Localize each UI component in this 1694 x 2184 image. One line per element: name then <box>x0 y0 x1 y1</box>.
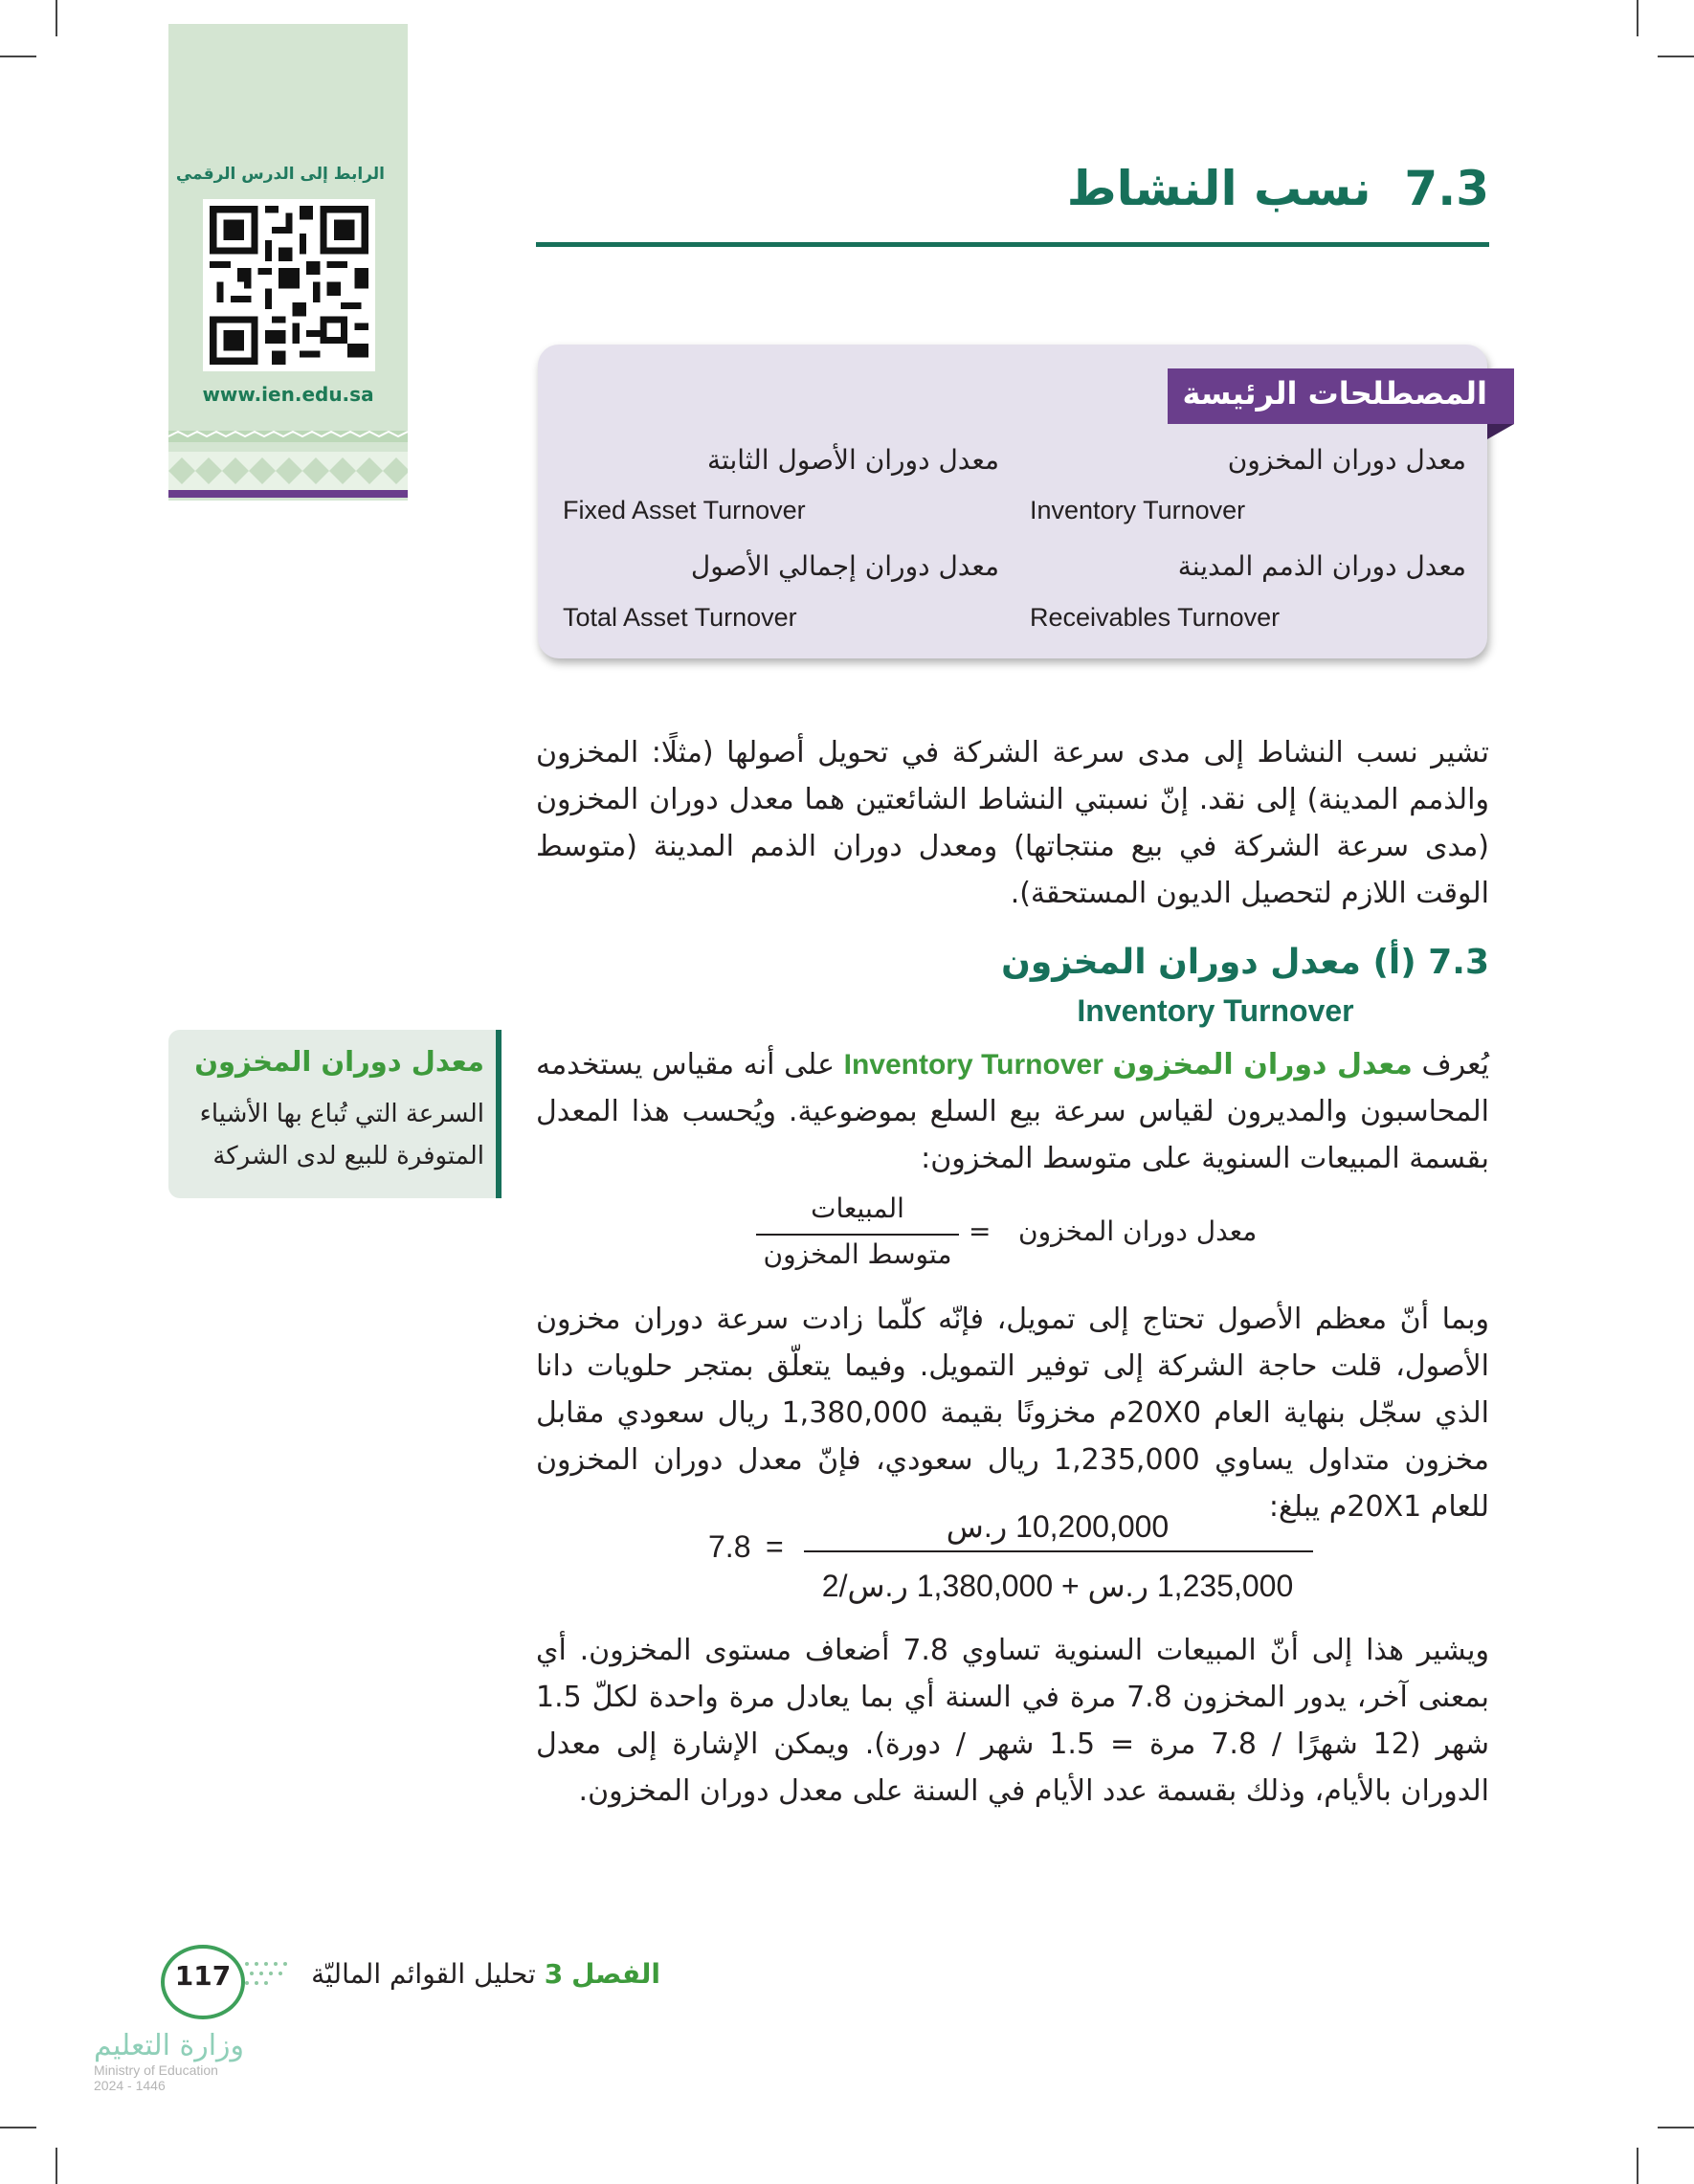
definition-paragraph <box>536 1041 1489 1182</box>
page-number: 117 <box>174 1960 232 1992</box>
ministry-year: 2024 - 1446 <box>94 2078 166 2093</box>
crop-mark <box>1637 2148 1638 2184</box>
term-ar: معدل دوران الأصول الثابتة <box>707 444 999 476</box>
tag-fold <box>1487 424 1514 439</box>
formula-numerator: المبيعات <box>811 1192 904 1224</box>
page-title <box>1067 161 1489 216</box>
calculation-result: 7.8 <box>708 1529 751 1564</box>
fraction-line <box>804 1550 1313 1552</box>
crop-mark <box>1658 2127 1694 2128</box>
crop-mark <box>1658 56 1694 57</box>
formula-denominator: متوسط المخزون <box>763 1238 952 1270</box>
definition-rest: على أنه مقياس يستخدمه المحاسبون والمديرون لقياس سرعة بيع السلع بموضوعية. ويُحسب هذا المعدل بقسمة المبيعات السنوية على متوسط المخزون: <box>536 1048 1489 1175</box>
subsection-subtitle: Inventory Turnover <box>1077 993 1354 1028</box>
calculation-numerator: 10,200,000 ر.س <box>946 1509 1170 1544</box>
chapter-label: الفصل <box>571 1958 660 1990</box>
website-link[interactable]: www.ien.edu.sa <box>202 383 374 406</box>
ministry-name-en: Ministry of Education <box>94 2062 218 2078</box>
footer-chapter <box>287 1958 660 1990</box>
fraction-line <box>756 1234 959 1236</box>
crop-mark <box>56 0 57 36</box>
qr-caption: الرابط إلى الدرس الرقمي <box>175 165 385 184</box>
calculation-denominator: 1,235,000 ر.س + 1,380,000 ر.س/2 <box>821 1569 1294 1603</box>
margin-definition-body: السرعة التي تُباع بها الأشياء المتوفرة للبيع لدى الشركة <box>199 1100 484 1170</box>
chapter-number: 3 <box>544 1958 564 1990</box>
term-en: Total Asset Turnover <box>563 603 797 632</box>
calculation-equals: = <box>766 1529 784 1564</box>
term-ar: معدل دوران إجمالي الأصول <box>690 550 999 582</box>
section-number: 7.3 <box>1404 161 1489 216</box>
section-title: نسب النشاط <box>1066 161 1371 216</box>
formula-lhs: معدل دوران المخزون <box>1018 1215 1258 1247</box>
dots-decoration <box>241 1956 308 1995</box>
subsection-heading <box>1001 943 1489 982</box>
crop-mark <box>0 2127 36 2128</box>
crop-mark <box>0 56 36 57</box>
qr-code-icon[interactable] <box>203 199 375 371</box>
crop-mark <box>1637 0 1638 36</box>
margin-definition-bar <box>496 1030 502 1198</box>
intro-paragraph: تشير نسب النشاط إلى مدى سرعة الشركة في تحويل أصولها (مثلًا: المخزون والذمم المدينة) إلى نقد. إنّ نسبتي النشاط الشائعتين هما معدل دوران المخزون (مدى سرعة الشركة في بيع منتجاتها) ومعدل دوران الذمم المدينة (متوسط الوقت اللازم لتحصيل الديون المستحقة). <box>536 736 1489 910</box>
crop-mark <box>56 2148 57 2184</box>
definition-term-ar: معدل دوران المخزون <box>1112 1048 1413 1081</box>
term-en: Inventory Turnover <box>1030 496 1246 524</box>
subsection-title: معدل دوران المخزون <box>1001 943 1361 982</box>
conclusion-paragraph: ويشير هذا إلى أنّ المبيعات السنوية تساوي 7.8 أضعاف مستوى المخزون. أي بمعنى آخر، يدور المخزون 7.8 مرة في السنة أي بما يعادل مرة واحدة لكلّ 1.5 شهر (12 شهرًا / 7.8 مرة = 1.5 شهر / دورة). ويمكن الإشارة إلى معدل الدوران بالأيام، وذلك بقسمة عدد الأيام في السنة على معدل دوران المخزون. <box>536 1634 1490 1808</box>
formula-equals: = <box>969 1215 992 1247</box>
term-ar: معدل دوران الذمم المدينة <box>1177 550 1466 582</box>
definition-prefix: يُعرف <box>1421 1048 1489 1081</box>
decorative-pattern <box>168 431 408 498</box>
ministry-name-ar: وزارة التعليم <box>94 2029 245 2062</box>
chapter-title: تحليل القوائم الماليّة <box>311 1958 536 1990</box>
definition-term-en: Inventory Turnover <box>843 1049 1103 1081</box>
subsection-number: 7.3 (أ) <box>1372 943 1489 982</box>
key-terms-label: المصطلحات الرئيسة <box>1182 375 1487 412</box>
title-divider <box>536 242 1489 247</box>
margin-definition-title: معدل دوران المخزون <box>194 1045 484 1078</box>
term-en: Receivables Turnover <box>1030 603 1281 632</box>
term-en: Fixed Asset Turnover <box>563 496 806 524</box>
ministry-logo <box>94 2029 266 2093</box>
example-paragraph: وبما أنّ معظم الأصول تحتاج إلى تمويل، فإنّه كلّما زادت سرعة دوران مخزون الأصول، قلت حاجة الشركة إلى توفير التمويل. وفيما يتعلّق بمتجر حلويات دانا الذي سجّل بنهاية العام 20X0م مخزونًا بقيمة 1,380,000 ريال سعودي مقابل مخزون متداول يساوي 1,235,000 ريال سعودي، فإنّ معدل دوران المخزون للعام 20X1م يبلغ: <box>536 1303 1490 1524</box>
term-ar: معدل دوران المخزون <box>1227 444 1466 476</box>
